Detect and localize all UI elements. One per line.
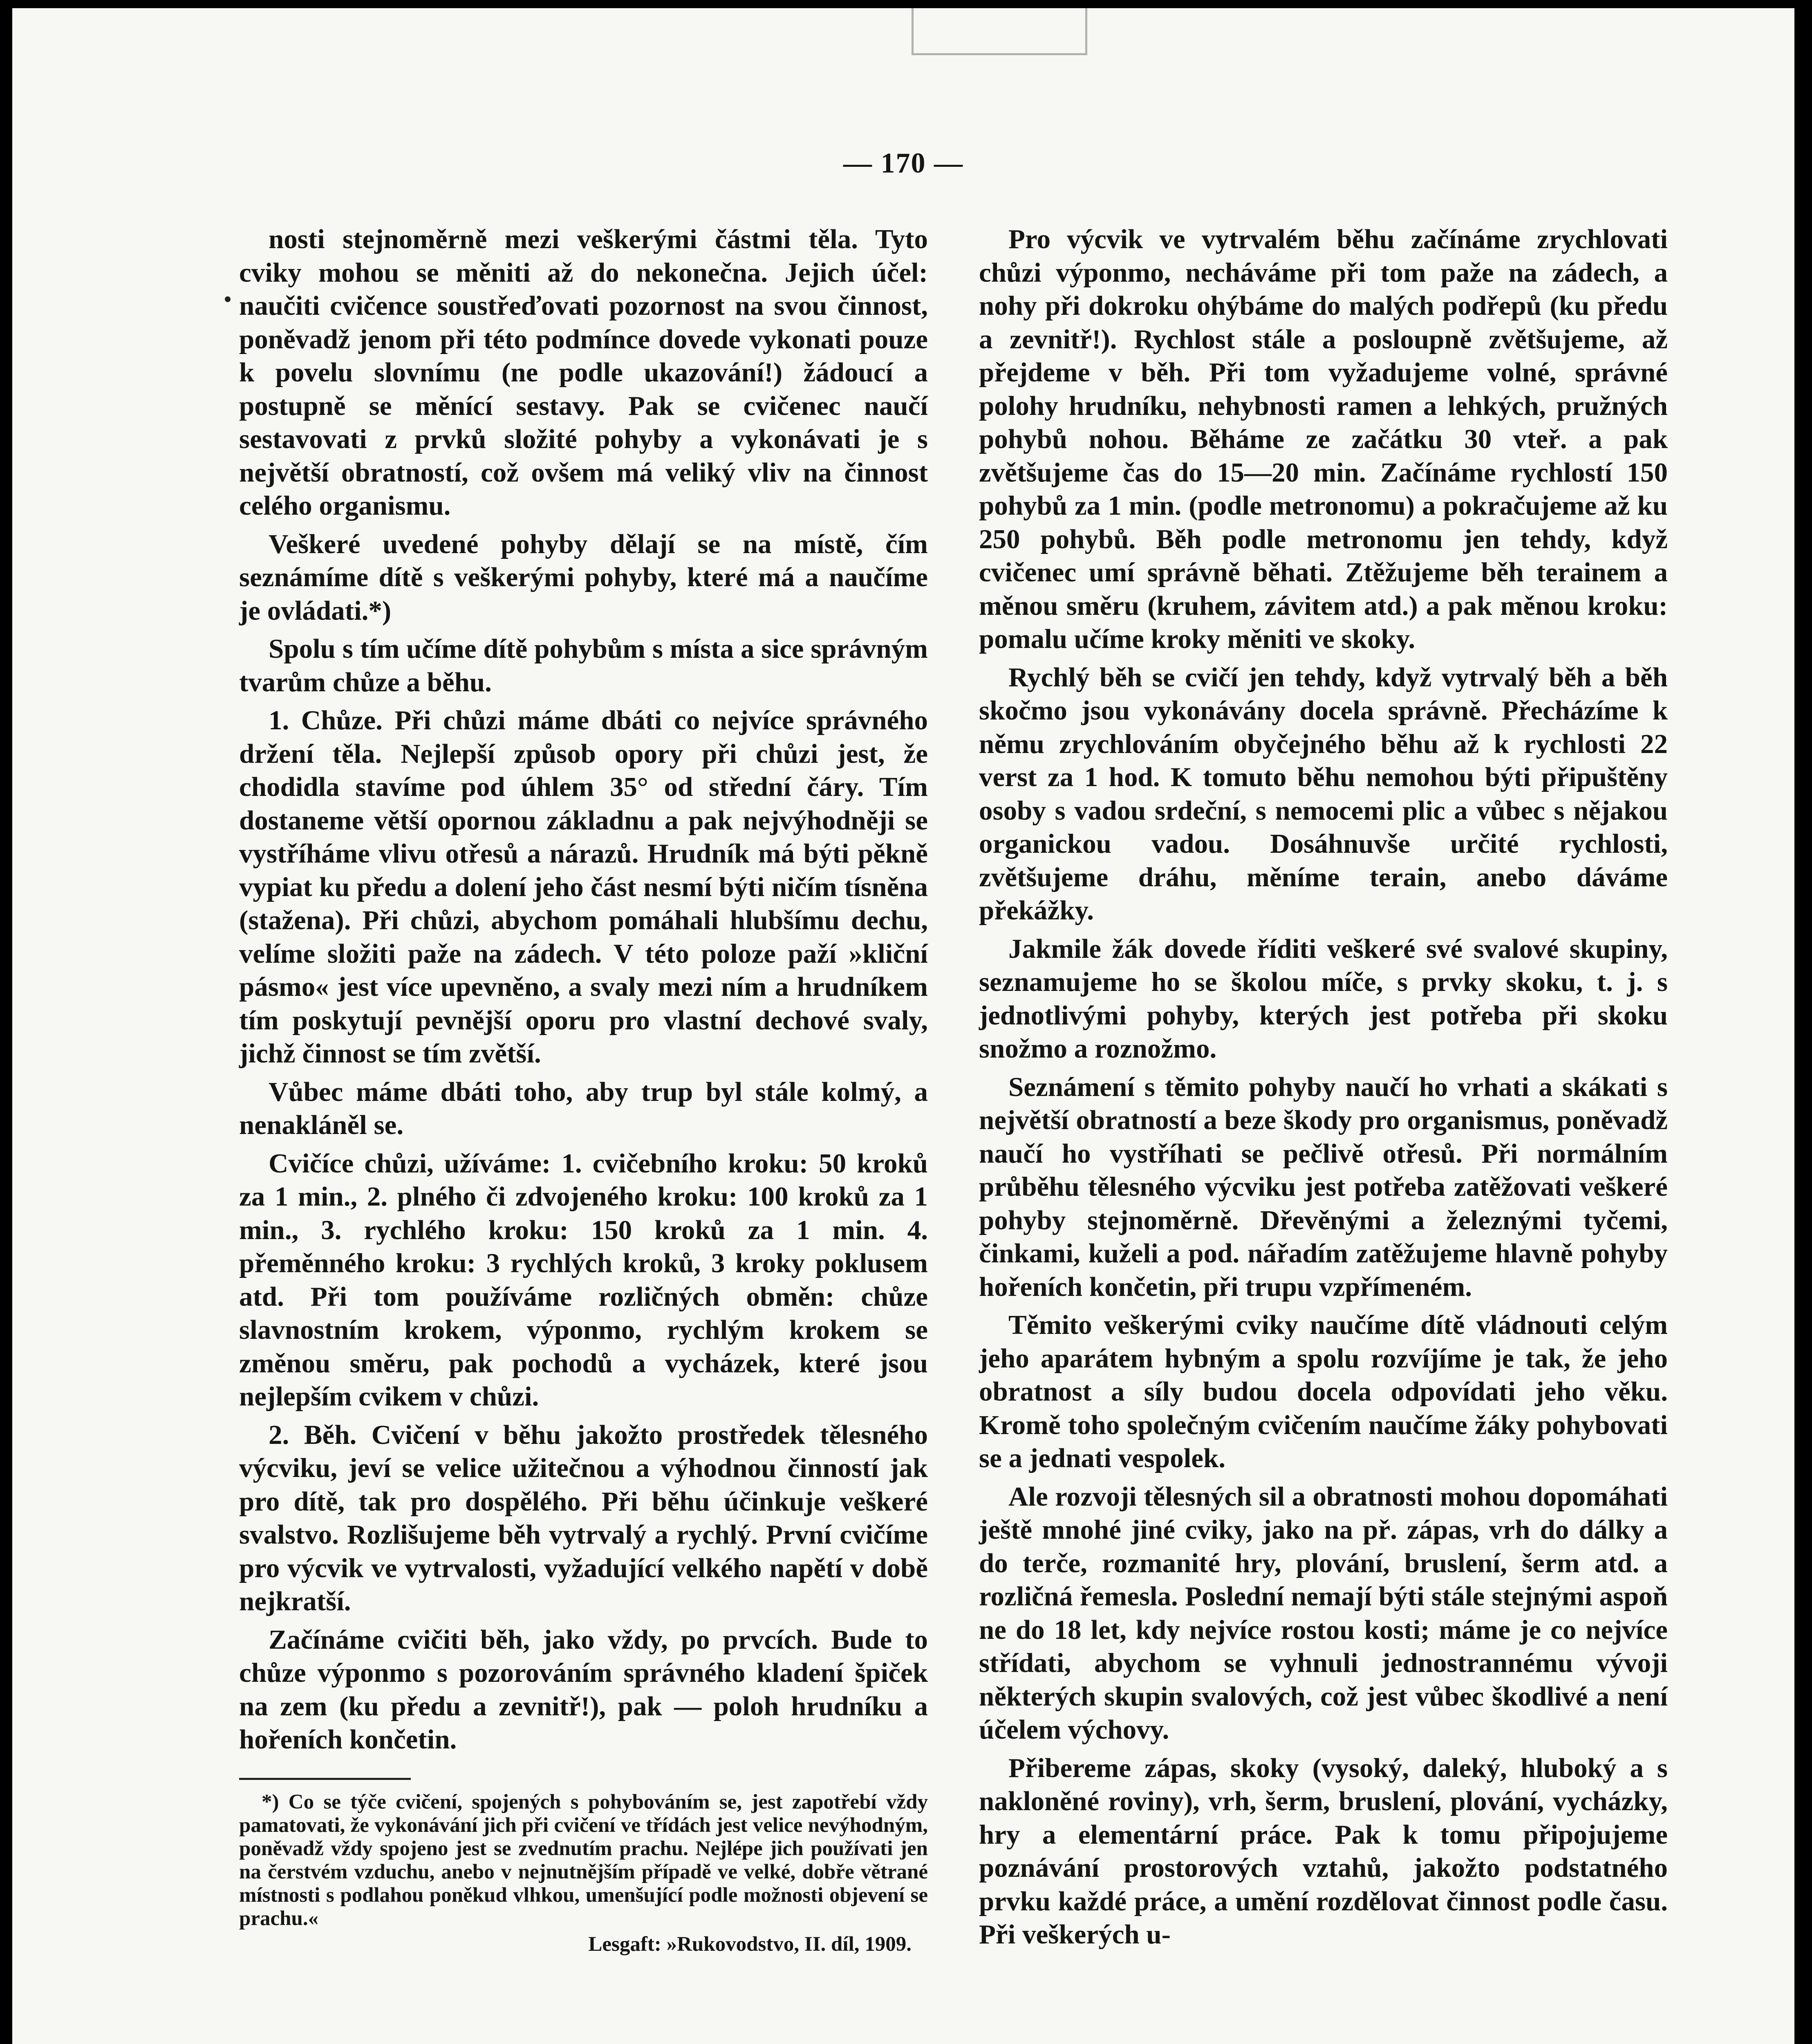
- right-paragraph: Těmito veškerými cviky naučíme dítě vládnouti celým jeho aparátem hybným a spolu rozvíjíme je tak, že jeho obratnost a síly budou docela odpovídati jeho věku. Kromě toho společným cvičením naučíme žáky pohybovati se a jednati vespolek.: [979, 1310, 1668, 1473]
- right-paragraph: Seznámení s těmito pohyby naučí ho vrhati a skákati s největší obratností a beze škody pro organismus, poněvadž naučí ho vystříhati se pečlivě otřesů. Při normálním průběhu tělesného výcviku jest potřeba zatěžovati veškeré pohyby stejnoměrně. Dřevěnými a železnými tyčemi, činkami, kuželi a pod. nářadím zatěžujeme hlavně pohyby hořeních končetin, při trupu vzpřímeném.: [979, 1071, 1668, 1302]
- left-paragraph: Spolu s tím učíme dítě pohybům s místa a sice správným tvarům chůze a běhu.: [239, 634, 928, 697]
- page-number: — 170 —: [843, 148, 963, 179]
- scan-speck: [225, 296, 231, 302]
- left-paragraph: Veškeré uvedené pohyby dělají se na místě, čím seznámíme dítě s veškerými pohyby, které má a naučíme je ovládati.*): [239, 529, 928, 626]
- left-paragraph: 1. Chůze. Při chůzi máme dbáti co nejvíce správného držení těla. Nejlepší způsob opory při chůzi jest, že chodidla stavíme pod úhlem 35° od střední čáry. Tím dostaneme větší opornou základnu a pak nejvýhodněji se vystříháme vlivu otřesů a nárazů. Hrudník má býti pěkně vypiat ku předu a dolení jeho část nesmí býti ničím tísněna (stažena). Při chůzi, abychom pomáhali hlubšímu dechu, velíme složiti paže na zádech. V této poloze paží »kliční pásmo« jest více upevněno, a svaly mezi ním a hrudníkem tím poskytují pevnější oporu pro vlastní dechové svaly, jichž činnost se tím zvětší.: [239, 705, 928, 1069]
- right-paragraph: Ale rozvoji tělesných sil a obratnosti mohou dopomáhati ještě mnohé jiné cviky, jako na př. zápas, vrh do dálky a do terče, rozmanité hry, plování, bruslení, šerm atd. a rozličná řemesla. Poslední nemají býti stále stejnými aspoň ne do 18 let, kdy nejvíce rostou kosti; máme je co nejvíce střídati, abychom se vyhnuli jednostrannému vývoji některých skupin svalových, což jest vůbec škodlivé a není účelem výchovy.: [979, 1481, 1668, 1745]
- right-paragraph: Jakmile žák dovede říditi veškeré své svalové skupiny, seznamujeme ho se školou míče, s prvky skoku, t. j. s jednotlivými pohyby, kterých jest potřeba při skoku snožmo a roznožmo.: [979, 933, 1668, 1064]
- footnote-rule: [239, 1778, 411, 1780]
- left-column: [239, 223, 928, 1956]
- footnote-text: *) Co se týče cvičení, spojených s pohybováním se, jest zapotřebí vždy pamatovati, že vykonávání jich při cvičení ve třídách jest velice nevýhodným, poněvadž vždy spojeno jest se zvednutím prachu. Nejlépe jich používati jen na čerstvém vzduchu, anebo v nejnutnějším případě ve velké, dobře větrané místnosti s podlahou poněkud vlhkou, umenšující podle možnosti objevení se prachu.«: [239, 1790, 928, 1930]
- right-paragraph: Rychlý běh se cvičí jen tehdy, když vytrvalý běh a běh skočmo jsou vykonávány docela správně. Přecházíme k němu zrychlováním obyčejného běhu až k rychlosti 22 verst za 1 hod. K tomuto běhu nemohou býti připuštěny osoby s vadou srdeční, s nemocemi plic a vůbec s nějakou organickou vadou. Dosáhnuvše určité rychlosti, zvětšujeme dráhu, měníme terain, anebo dáváme překážky.: [979, 662, 1668, 926]
- binding-mark: [912, 8, 1087, 55]
- footnote-source: Lesgaft: »Rukovodstvo, II. díl, 1909.: [588, 1932, 912, 1956]
- left-paragraph: Začínáme cvičiti běh, jako vždy, po prvcích. Bude to chůze výponmo s pozorováním správného kladení špiček na zem (ku předu a zevnitř!), pak — poloh hrudníku a hořeních končetin.: [239, 1624, 928, 1755]
- left-paragraph: 2. Běh. Cvičení v běhu jakožto prostředek tělesného výcviku, jeví se velice užitečnou a výhodnou činností jak pro dítě, tak pro dospělého. Při běhu účinkuje veškeré svalstvo. Rozlišujeme běh vytrvalý a rychlý. První cvičíme pro výcvik ve vytrvalosti, vyžadující velkého napětí v době nejkratší.: [239, 1419, 928, 1616]
- right-column: [979, 223, 1668, 1957]
- scanned-page: [12, 8, 1794, 2044]
- right-paragraph: Přibereme zápas, skoky (vysoký, daleký, hluboký a s nakloněné roviny), vrh, šerm, bruslení, plování, vycházky, hry a elementární práce. Pak k tomu připojujeme poznávání prostorových vztahů, jakožto podstatného prvku každé práce, a umění rozdělovat činnost podle času. Při veškerých u-: [979, 1753, 1668, 1950]
- left-paragraph: Vůbec máme dbáti toho, aby trup byl stále kolmý, a nenakláněl se.: [239, 1076, 928, 1140]
- right-paragraph: Pro výcvik ve vytrvalém běhu začínáme zrychlovati chůzi výponmo, necháváme při tom paže na zádech, a nohy při dokroku ohýbáme do malých podřepů (ku předu a zevnitř!). Rychlost stále a posloupně zvětšujeme, až přejdeme v běh. Při tom vyžadujeme volné, správné polohy hrudníku, nehybnosti ramen a lehkých, pružných pohybů nohou. Běháme ze začátku 30 vteř. a pak zvětšujeme čas do 15—20 min. Začínáme rychlostí 150 pohybů za 1 min. (podle metronomu) a pokračujeme až ku 250 pohybů. Běh podle metronomu jen tehdy, když cvičenec umí správně běhati. Ztěžujeme běh terainem a měnou směru (kruhem, závitem atd.) a pak měnou kroku: pomalu učíme kroky měniti ve skoky.: [979, 224, 1668, 654]
- left-paragraph: nosti stejnoměrně mezi veškerými částmi těla. Tyto cviky mohou se měniti až do nekonečna. Jejich účel: naučiti cvičence soustřeďovati pozornost na svou činnost, poněvadž jenom při této podmínce dovede vykonati pouze k povelu slovnímu (ne podle ukazování!) žádoucí a postupně se měnící sestavy. Pak se cvičenec naučí sestavovati z prvků složité pohyby a vykonávati je s největší obratností, což ovšem má veliký vliv na činnost celého organismu.: [239, 224, 928, 521]
- left-paragraph: Cvičíce chůzi, užíváme: 1. cvičebního kroku: 50 kroků za 1 min., 2. plného či zdvojeného kroku: 100 kroků za 1 min., 3. rychlého kroku: 150 kroků za 1 min. 4. přeměnného kroku: 3 rychlých kroků, 3 kroky poklusem atd. Při tom používáme rozličných obměn: chůze slavnostním krokem, výponmo, rychlým krokem se změnou směru, pak pochodů a vycházek, které jsou nejlepším cvikem v chůzi.: [239, 1148, 928, 1412]
